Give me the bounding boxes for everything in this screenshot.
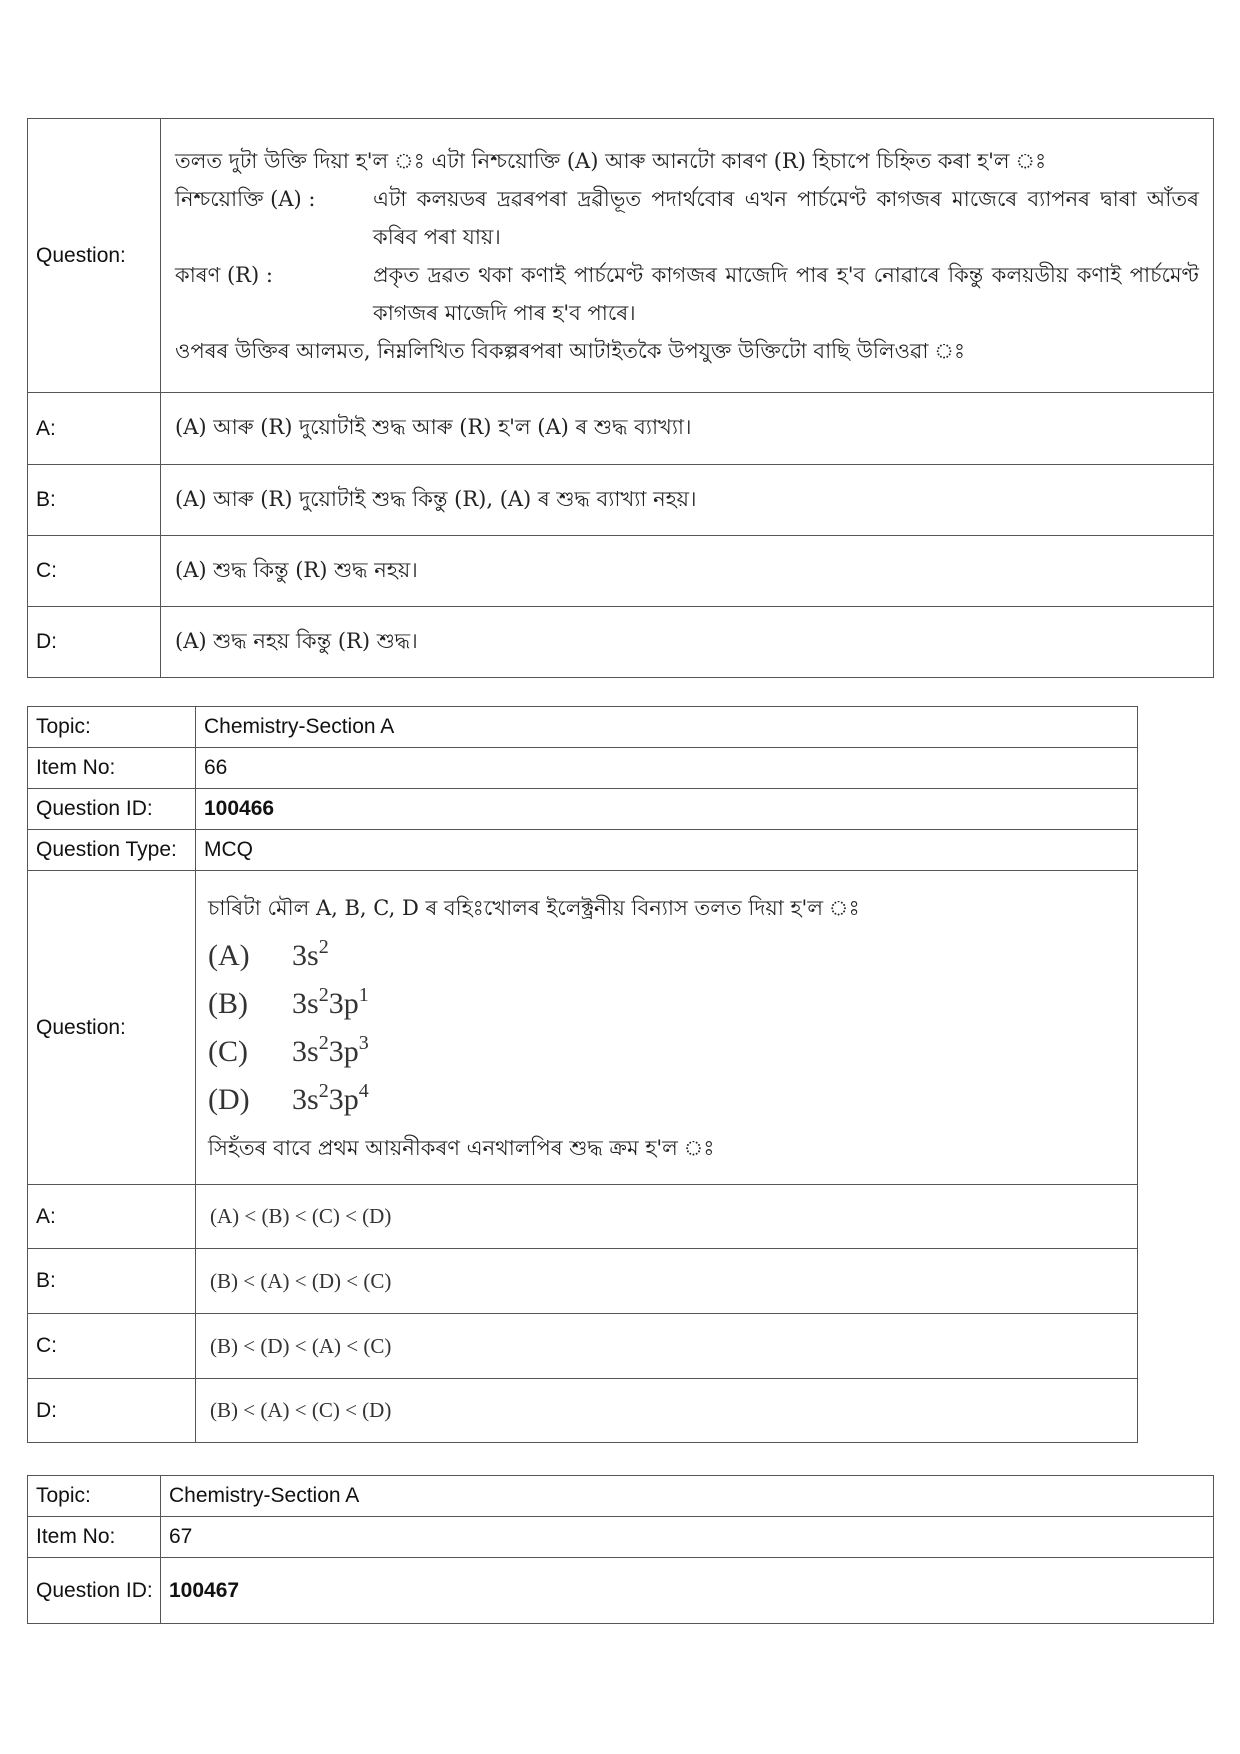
config-value: $3s^23p^4$	[292, 1079, 369, 1116]
option-text: (B) < (D) < (A) < (C)	[196, 1314, 1138, 1379]
question-65-table	[27, 118, 1214, 678]
question-type-label: Question Type:	[28, 830, 196, 871]
config-key: (B)	[208, 986, 248, 1020]
topic-label: Topic:	[28, 1476, 161, 1517]
option-label: B:	[28, 1249, 196, 1314]
topic-row	[28, 707, 1138, 748]
assertion-key: নিশ্চয়োক্তি (A) :	[175, 186, 316, 211]
option-label: B:	[28, 465, 161, 536]
item-no-row	[28, 1517, 1214, 1558]
topic-value: Chemistry-Section A	[161, 1476, 1214, 1517]
reason-row	[175, 256, 1199, 332]
option-label: C:	[28, 536, 161, 607]
option-text: (B) < (A) < (D) < (C)	[196, 1249, 1138, 1314]
option-label: C:	[28, 1314, 196, 1379]
config-value: $3s^23p^1$	[292, 983, 369, 1020]
question-label: Question:	[28, 871, 196, 1185]
option-text: (A) < (B) < (C) < (D)	[196, 1185, 1138, 1249]
config-item	[208, 932, 1125, 980]
question-label: Question:	[28, 119, 161, 393]
question-type-row	[28, 830, 1138, 871]
config-value: $3s^23p^3$	[292, 1031, 369, 1068]
assertion-text: এটা কলয়ডৰ দ্ৰৱৰপৰা দ্ৰৱীভূত পদাৰ্থবোৰ এখন পাৰ্চমেণ্ট কাগজৰ মাজেৰে ব্যাপনৰ দ্বাৰা আঁতৰ কৰিব পৰা যায়।	[373, 186, 1199, 249]
option-text: (A) আৰু (R) দুয়োটাই শুদ্ধ কিন্তু (R), (A) ৰ শুদ্ধ ব্যাখ্যা নহয়।	[161, 465, 1214, 536]
option-row	[28, 393, 1214, 465]
option-label: D:	[28, 1379, 196, 1443]
option-label: A:	[28, 393, 161, 465]
question-type-value: MCQ	[196, 830, 1138, 871]
question-id-row	[28, 789, 1138, 830]
question-id-value: 100467	[161, 1558, 1214, 1624]
question-id-value: 100466	[196, 789, 1138, 830]
option-text: (B) < (A) < (C) < (D)	[196, 1379, 1138, 1443]
option-row	[28, 1379, 1138, 1443]
reason-key: কাৰণ (R) :	[175, 262, 273, 287]
question-id-label: Question ID:	[28, 1558, 161, 1624]
topic-row	[28, 1476, 1214, 1517]
config-key: (A)	[208, 938, 250, 972]
topic-label: Topic:	[28, 707, 196, 748]
item-no-row	[28, 748, 1138, 789]
option-label: D:	[28, 607, 161, 678]
item-no-value: 66	[196, 748, 1138, 789]
reason-text: প্ৰকৃত দ্ৰৱত থকা কণাই পাৰ্চমেণ্ট কাগজৰ মাজেদি পাৰ হ'ব নোৱাৰে কিন্তু কলয়ডীয় কণাই পাৰ্চমেণ্ট কাগজৰ মাজেদি পাৰ হ'ব পাৰে।	[373, 262, 1199, 325]
question-id-row	[28, 1558, 1214, 1624]
config-value: $3s^2$	[292, 935, 329, 972]
question-body	[196, 871, 1138, 1185]
option-row	[28, 1185, 1138, 1249]
option-row	[28, 607, 1214, 678]
option-row	[28, 465, 1214, 536]
config-key: (C)	[208, 1034, 248, 1068]
option-text: (A) শুদ্ধ কিন্তু (R) শুদ্ধ নহয়।	[161, 536, 1214, 607]
question-closing: সিহঁতৰ বাবে প্ৰথম আয়নীকৰণ এনথালপিৰ শুদ্ধ ক্ৰম হ'ল ঃ	[208, 1135, 715, 1160]
config-item	[208, 1028, 1125, 1076]
item-no-value: 67	[161, 1517, 1214, 1558]
question-id-label: Question ID:	[28, 789, 196, 830]
option-row	[28, 1249, 1138, 1314]
question-instruction: ওপৰৰ উক্তিৰ আলমত, নিম্নলিখিত বিকল্পৰপৰা আটাইতকৈ উপযুক্ত উক্তিটো বাছি উলিওৱা ঃ	[175, 338, 966, 363]
question-intro: তলত দুটা উক্তি দিয়া হ'ল ঃ এটা নিশ্চয়োক্তি (A) আৰু আনটো কাৰণ (R) হিচাপে চিহ্নিত কৰা হ'ল ঃ	[175, 148, 1047, 173]
assertion-row	[175, 180, 1199, 256]
question-row	[28, 119, 1214, 393]
option-row	[28, 1314, 1138, 1379]
config-item	[208, 980, 1125, 1028]
question-intro: চাৰিটা মৌল A, B, C, D ৰ বহিঃখোলৰ ইলেক্ট্ৰনীয় বিন্যাস তলত দিয়া হ'ল ঃ	[208, 895, 860, 920]
config-key: (D)	[208, 1082, 250, 1116]
item-no-label: Item No:	[28, 1517, 161, 1558]
question-67-table	[27, 1475, 1214, 1624]
question-row	[28, 871, 1138, 1185]
question-body	[161, 119, 1214, 393]
option-label: A:	[28, 1185, 196, 1249]
config-item	[208, 1076, 1125, 1124]
question-66-table	[27, 706, 1138, 1443]
option-text: (A) আৰু (R) দুয়োটাই শুদ্ধ আৰু (R) হ'ল (A) ৰ শুদ্ধ ব্যাখ্যা।	[161, 393, 1214, 465]
item-no-label: Item No:	[28, 748, 196, 789]
option-text: (A) শুদ্ধ নহয় কিন্তু (R) শুদ্ধ।	[161, 607, 1214, 678]
option-row	[28, 536, 1214, 607]
topic-value: Chemistry-Section A	[196, 707, 1138, 748]
